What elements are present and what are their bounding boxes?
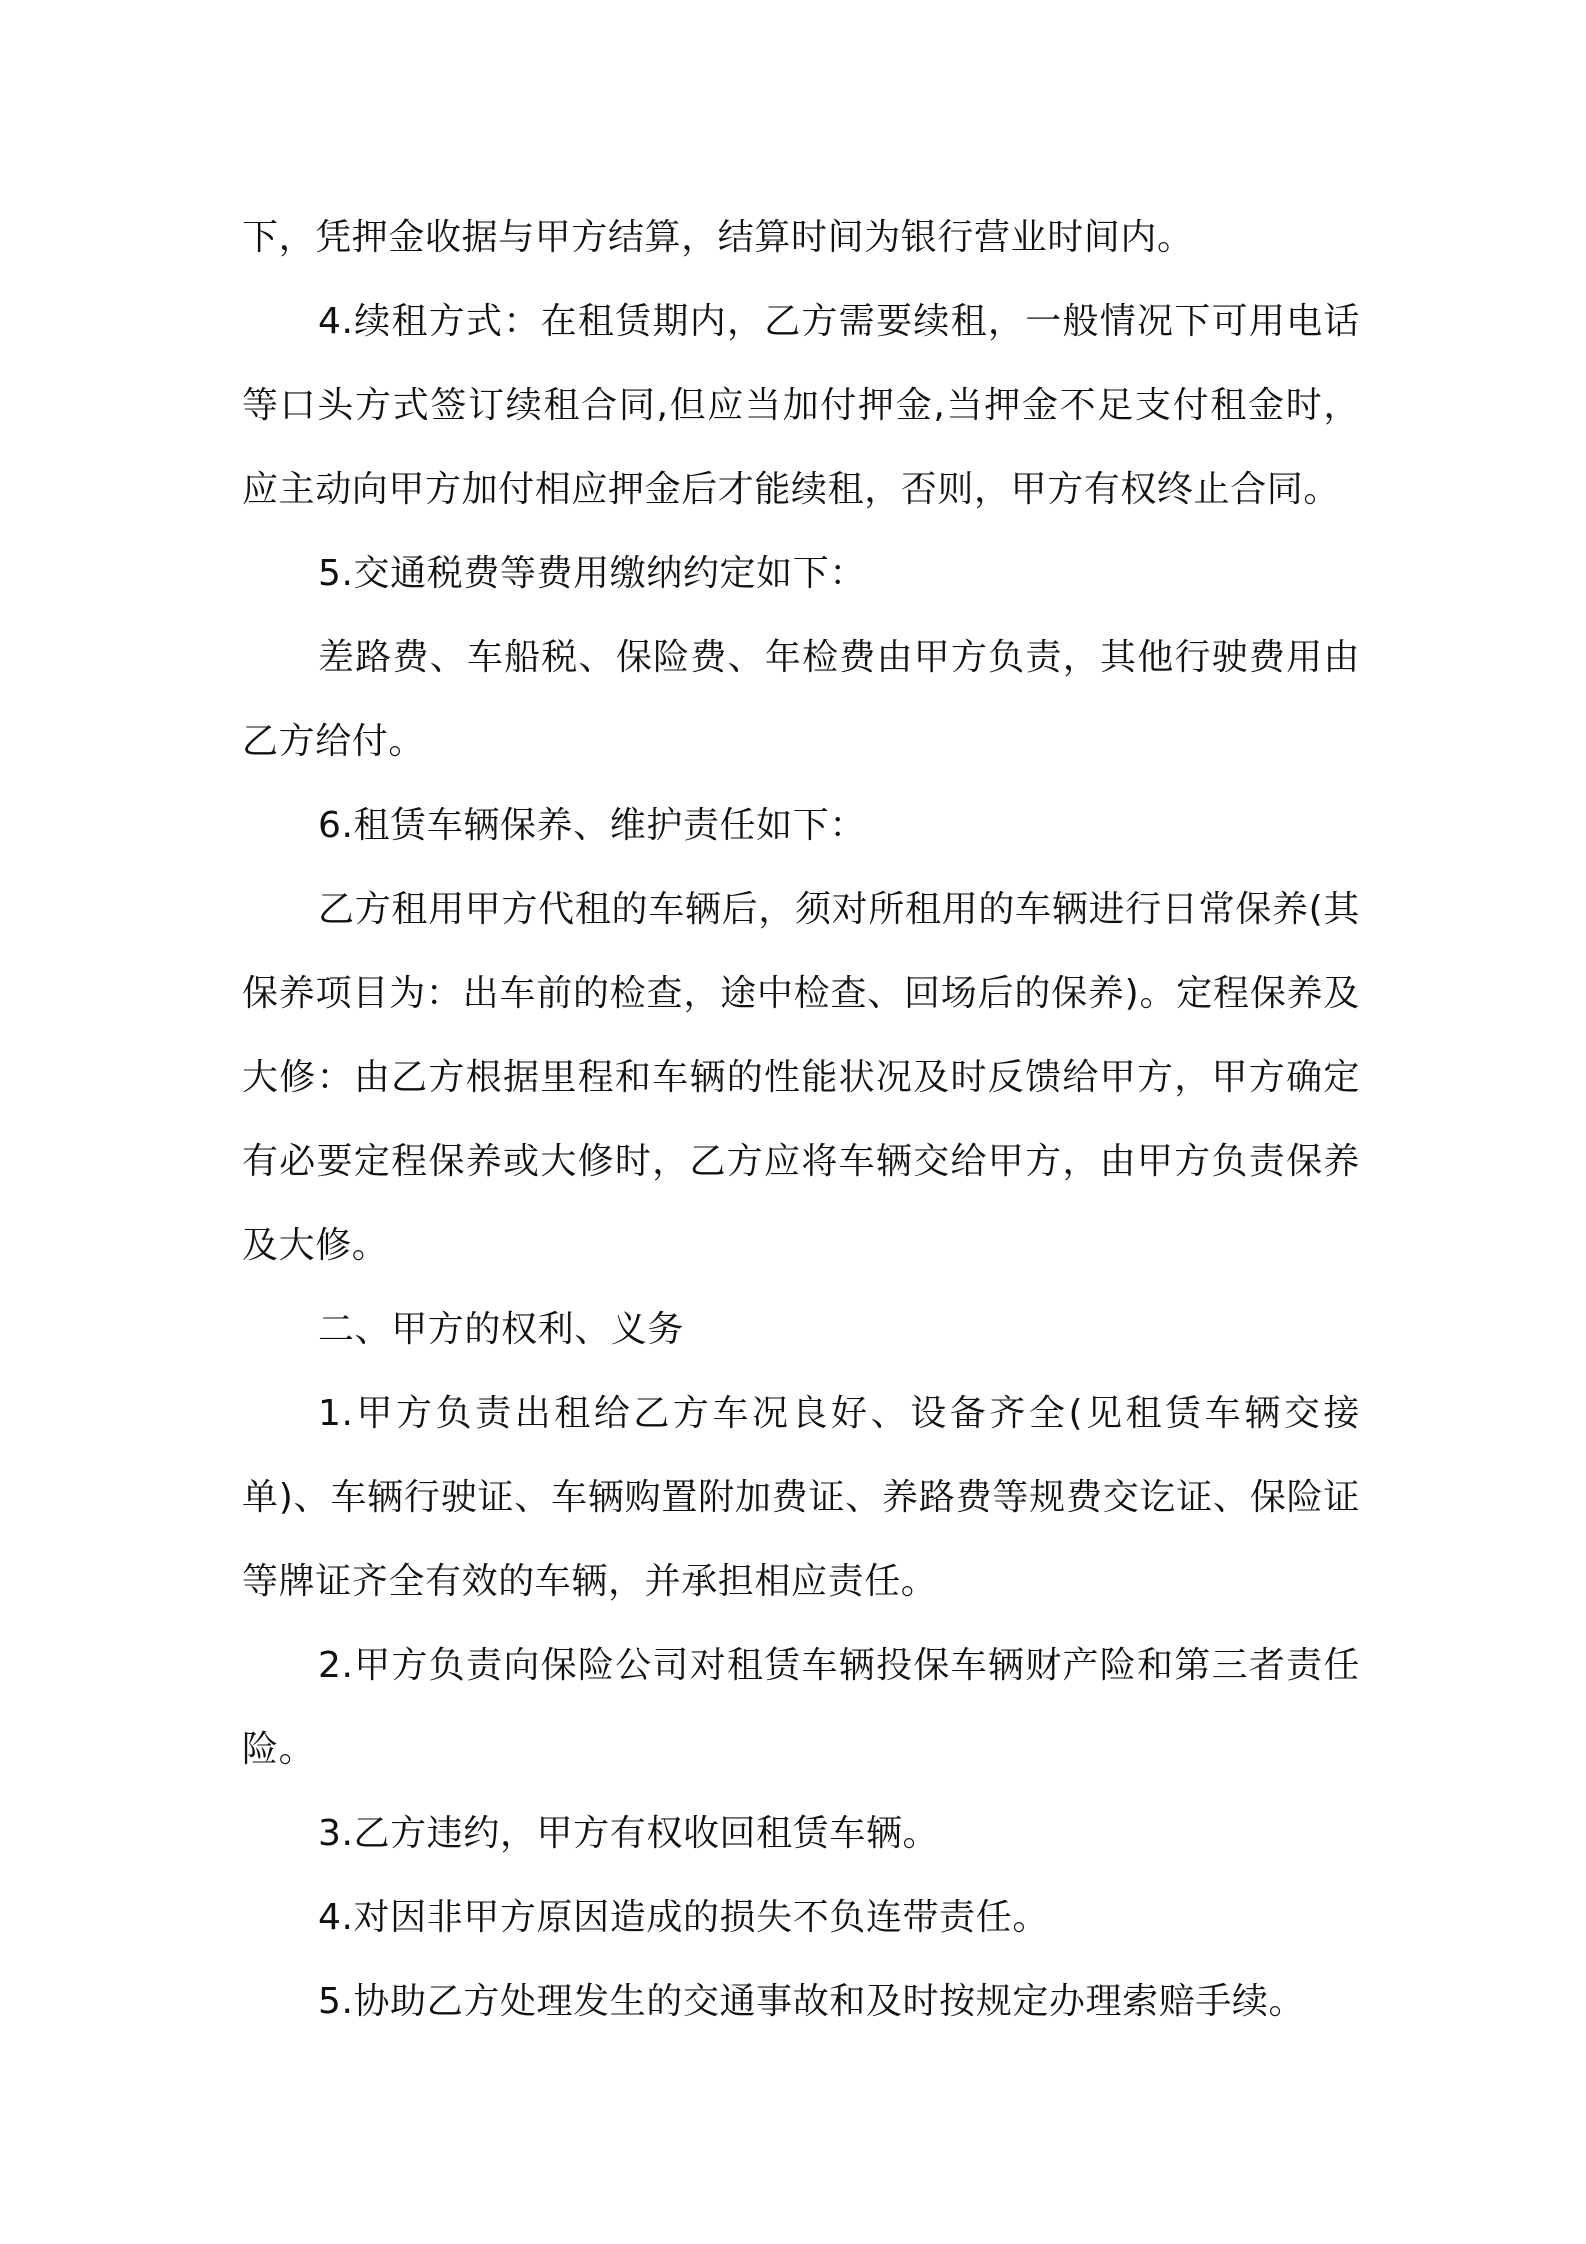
paragraph-maintenance-terms: 乙方租用甲方代租的车辆后，须对所租用的车辆进行日常保养(其保养项目为：出车前的检查，途中检查、回场后的保养)。定程保养及大修：由乙方根据里程和车辆的性能状况及时反馈给甲方，甲方确定有必要定程保养或大修时，乙方应将车辆交给甲方，由甲方负责保养及大修。	[242, 889, 1360, 1266]
paragraph-party-a-item-3: 3.乙方违约，甲方有权收回租赁车辆。	[318, 1813, 940, 1854]
contract-body	[242, 196, 1360, 2044]
paragraph-tax-fee-heading: 5.交通税费等费用缴纳约定如下：	[318, 553, 866, 594]
paragraph-tax-fee-terms: 差路费、车船税、保险费、年检费由甲方负责，其他行驶费用由乙方给付。	[242, 637, 1360, 762]
paragraph-settlement-continuation: 下，凭押金收据与甲方结算，结算时间为银行营业时间内。	[242, 217, 1194, 258]
paragraph-party-a-item-4: 4.对因非甲方原因造成的损失不负连带责任。	[318, 1897, 1049, 1938]
paragraph-renewal-method: 4.续租方式：在租赁期内，乙方需要续租，一般情况下可用电话等口头方式签订续租合同,但应当加付押金,当押金不足支付租金时，应主动向甲方加付相应押金后才能续租，否则，甲方有权终止合同。	[242, 301, 1360, 510]
paragraph-party-a-item-5: 5.协助乙方处理发生的交通事故和及时按规定办理索赔手续。	[318, 1981, 1306, 2022]
paragraph-maintenance-heading: 6.租赁车辆保养、维护责任如下：	[318, 805, 866, 846]
section-heading-party-a-rights: 二、甲方的权利、义务	[318, 1309, 685, 1350]
paragraph-party-a-item-1: 1.甲方负责出租给乙方车况良好、设备齐全(见租赁车辆交接单)、车辆行驶证、车辆购置附加费证、养路费等规费交讫证、保险证等牌证齐全有效的车辆，并承担相应责任。	[242, 1393, 1360, 1602]
paragraph-party-a-item-2: 2.甲方负责向保险公司对租赁车辆投保车辆财产险和第三者责任险。	[242, 1645, 1360, 1770]
